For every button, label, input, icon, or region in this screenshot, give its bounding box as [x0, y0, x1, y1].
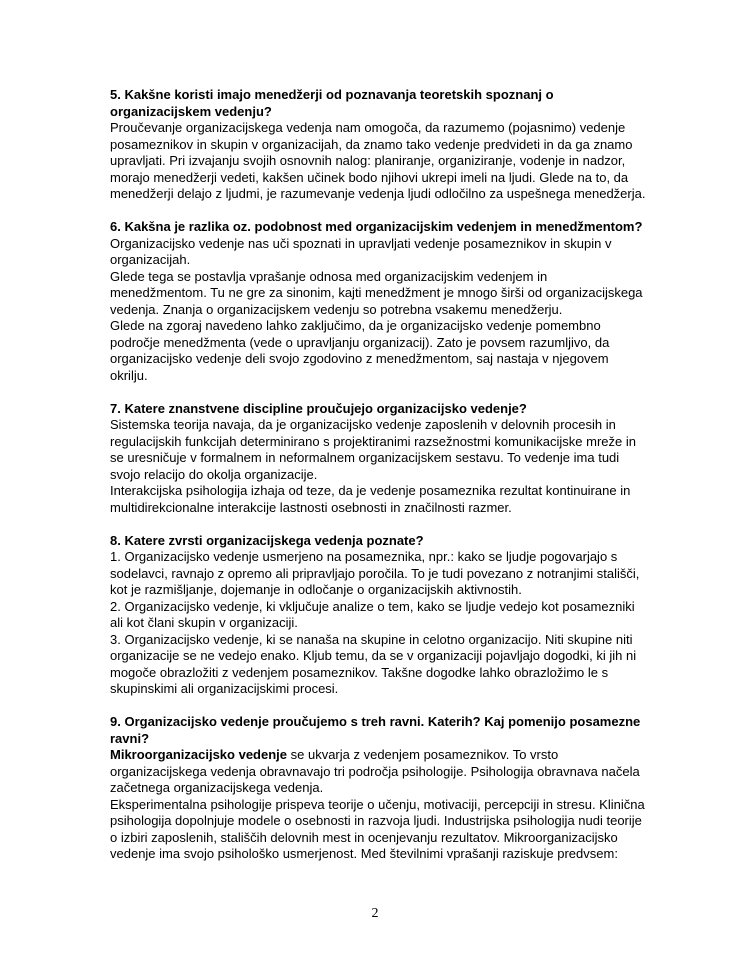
answer-7-paragraph-1: Sistemska teorija navaja, da je organizacijsko vedenje zaposlenih v delovnih procesih in regulacijskih funkcijah determinirano s projektiranimi razsežnostmi komunikacijske mreže in se uresničuje v formalnem in neformalnem organizacijskem sestavu. To vedenje ima tudi svojo relacijo do okolja organizacije. [110, 417, 636, 482]
question-7-heading: 7. Katere znanstvene discipline proučujejo organizacijsko vedenje? [110, 400, 527, 416]
qa-section-7 [110, 401, 647, 517]
answer-8-item-3: 3. Organizacijsko vedenje, ki se nanaša na skupine in celotno organizacijo. Niti skupine niti organizacije se ne vedejo enako. Kljub temu, da se v organizaciji pojavljajo dogodki, ki jih ni mogoče obrazložiti z vedenjem posameznikov. Takšne dogodke lahko obrazložimo le s skupinskimi ali organizacijskimi procesi. [110, 631, 637, 696]
answer-8-item-2: 2. Organizacijsko vedenje, ki vključuje analize o tem, kako se ljudje vedejo kot posamezniki ali kot člani skupin v organizaciji. [110, 598, 635, 630]
bold-term-mikroorganizacijsko-vedenje: Mikroorganizacijsko vedenje [110, 747, 288, 762]
question-5-heading: 5. Kakšne koristi imajo menedžerji od poznavanja teoretskih spoznanj o organizacijskem vedenju? [110, 87, 554, 119]
question-9-heading: 9. Organizacijsko vedenje proučujemo s treh ravni. Katerih? Kaj pomenijo posamezne ravni? [110, 714, 641, 746]
page-number: 2 [371, 906, 379, 921]
question-6-heading: 6. Kakšna je razlika oz. podobnost med organizacijskim vedenjem in menedžmentom? [110, 219, 643, 234]
answer-9-lead-rest: se ukvarja z vedenjem posameznikov. To vrsto organizacijskega vedenja obravnavajo tri področja psihologije. Psihologija obravnava načela začetnega organizacijskega vedenja. [110, 747, 640, 795]
qa-section-8 [110, 533, 647, 698]
qa-section-6 [110, 219, 647, 384]
answer-6-paragraph-2: Glede tega se postavlja vprašanje odnosa med organizacijskim vedenjem in menedžmentom. Tu ne gre za sinonim, kajti menedžment je mnogo širši od organizacijskega vedenja. Znanja o organizacijskem vedenju so potrebna vsakemu menedžerju. [110, 268, 643, 317]
qa-section-9 [110, 714, 647, 863]
answer-9-paragraph-1 [110, 747, 647, 797]
answer-6-paragraph-3: Glede na zgoraj navedeno lahko zaključimo, da je organizacijsko vedenje pomembno področje menedžmenta (vede o upravljanju organizacij). Zato je povsem razumljivo, da organizacijsko vedenje deli svojo zgodovino z menedžmentom, saj nastaja v njegovem okrilju. [110, 318, 610, 383]
qa-section-5 [110, 87, 647, 203]
document-text-block [110, 87, 647, 863]
page-footer [0, 905, 750, 923]
answer-6-paragraph-1: Organizacijsko vedenje nas uči spoznati in upravljati vedenje posameznikov in skupin v organizacijah. [110, 235, 612, 267]
answer-8-item-1: 1. Organizacijsko vedenje usmerjeno na posameznika, npr.: kako se ljudje pogovarjajo s sodelavci, ravnajo z opremo ali pripravljajo poročila. To je tudi povezano z notranjimi stališči, kot je razmišljanje, dojemanje in odločanje o organizacijskih aktivnostih. [110, 549, 640, 597]
question-8-heading: 8. Katere zvrsti organizacijskega vedenja poznate? [110, 532, 424, 548]
answer-5-paragraph-1: Proučevanje organizacijskega vedenja nam omogoča, da razumemo (pojasnimo) vedenje posameznikov in skupin v organizacijah, da znamo tako vedenje predvideti in da ga znamo upravljati. Pri izvajanju svojih osnovnih nalog: planiranje, organiziranje, vodenje in nadzor, morajo menedžerji vedeti, kakšen učinek bodo njihovi ukrepi imeli na ljudi. Glede na to, da menedžerji delajo z ljudmi, je razumevanje vedenja ljudi odločilno za uspešnega menedžerja. [110, 120, 646, 201]
answer-7-paragraph-2: Interakcijska psihologija izhaja od teze, da je vedenje posameznika rezultat kontinuirane in multidirekcionalne interakcije lastnosti osebnosti in značilnosti razmer. [110, 483, 631, 515]
answer-9-paragraph-2: Eksperimentalna psihologije prispeva teorije o učenju, motivaciji, percepciji in stresu. Klinična psihologija dopolnjuje modele o osebnosti in razvoja ljudi. Industrijska psihologija nudi teorije o izbiri zaposlenih, stališčih delovnih mest in ocenjevanju rezultatov. Mikroorganizacijsko vedenje ima svojo psihološko usmerjenost. Med številnimi vprašanji raziskuje predvsem: [110, 796, 645, 861]
